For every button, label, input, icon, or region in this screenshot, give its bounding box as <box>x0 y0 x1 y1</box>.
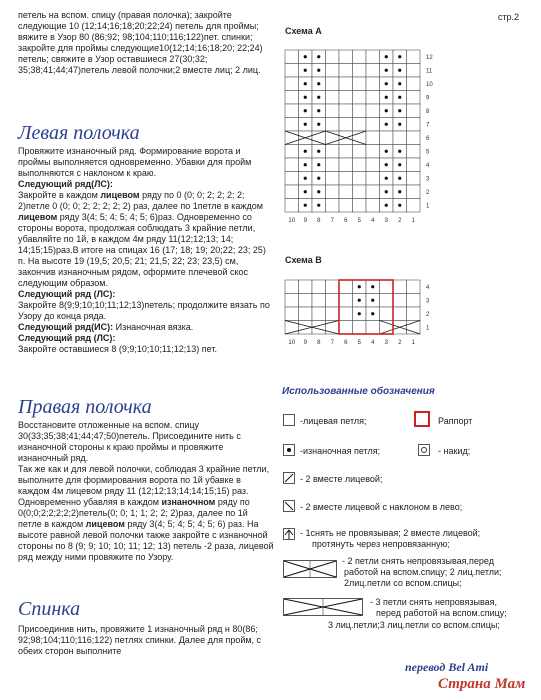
scheme-a-col-label: 2 <box>398 218 402 224</box>
scheme-b-purl-dot <box>371 312 374 315</box>
scheme-a-cell <box>285 91 299 105</box>
scheme-a-purl-dot <box>385 82 388 85</box>
scheme-a-col-label: 6 <box>344 218 348 224</box>
scheme-a-cell <box>407 158 421 172</box>
scheme-a-cell <box>366 131 380 145</box>
scheme-a-purl-dot <box>385 69 388 72</box>
scheme-a-col-label: 3 <box>384 218 388 224</box>
scheme-a-row-label: 12 <box>426 54 433 61</box>
scheme-a-purl-dot <box>317 163 320 166</box>
scheme-a-row-label: 6 <box>426 135 430 142</box>
right-front-text <box>18 420 274 563</box>
left-front-step3: Следующий ряд(ИС): Изнаночная вязка. <box>18 322 194 332</box>
scheme-a-col-label: 8 <box>317 218 321 224</box>
scheme-a-row-label: 2 <box>426 189 430 196</box>
cable-2x2-icon <box>283 560 337 578</box>
scheme-a-purl-dot <box>304 109 307 112</box>
scheme-b-cell <box>339 307 353 321</box>
scheme-a-cell <box>366 64 380 78</box>
scheme-a-cell <box>285 77 299 91</box>
scheme-a-cell <box>285 199 299 213</box>
scheme-a-purl-dot <box>385 163 388 166</box>
scheme-b-cell <box>407 280 421 294</box>
scheme-a-purl-dot <box>398 177 401 180</box>
scheme-b-col-label: 8 <box>317 340 321 346</box>
purl-stitch-icon <box>283 444 295 456</box>
scheme-a-cell <box>353 64 367 78</box>
scheme-b-cell <box>339 321 353 335</box>
scheme-a-cell <box>407 91 421 105</box>
scheme-a-row-label: 5 <box>426 149 430 156</box>
scheme-b-purl-dot <box>358 285 361 288</box>
scheme-a-cell <box>339 77 353 91</box>
scheme-b-col-label: 4 <box>371 340 375 346</box>
legend-sk2p-1: - 1снять не провязывая; 2 вместе лицевой; <box>300 528 481 538</box>
legend-cable2-3: 2лиц.петли со вспом.спицы; <box>344 578 462 588</box>
scheme-a-purl-dot <box>385 96 388 99</box>
scheme-a-purl-dot <box>317 109 320 112</box>
scheme-a-purl-dot <box>317 82 320 85</box>
scheme-a-cell <box>285 158 299 172</box>
scheme-b-col-label: 10 <box>288 340 296 346</box>
scheme-a-purl-dot <box>385 177 388 180</box>
scheme-a-cell <box>326 104 340 118</box>
scheme-b-cell <box>407 307 421 321</box>
scheme-b-purl-dot <box>371 285 374 288</box>
scheme-a-purl-dot <box>398 150 401 153</box>
scheme-a-purl-dot <box>304 190 307 193</box>
scheme-a-cell <box>353 77 367 91</box>
scheme-a-cell <box>353 104 367 118</box>
scheme-a-cell <box>339 50 353 64</box>
scheme-a-purl-dot <box>317 177 320 180</box>
scheme-b-purl-dot <box>358 312 361 315</box>
scheme-a-cell <box>353 185 367 199</box>
legend-cable2-1: - 2 петли снять непровязывая,перед <box>342 556 494 566</box>
legend-title: Использованные обозначения <box>282 386 435 397</box>
scheme-a-purl-dot <box>304 123 307 126</box>
scheme-a-cell <box>285 145 299 159</box>
scheme-a-cell <box>366 145 380 159</box>
scheme-a-purl-dot <box>398 55 401 58</box>
legend-repeat: Раппорт <box>438 416 473 426</box>
scheme-a-cell <box>339 158 353 172</box>
scheme-b-cell <box>285 280 299 294</box>
left-front-p3: Закройте 8(9;9;10;10;11;12;13)петель; продолжите вязать по Узору до конца ряда. <box>18 300 270 321</box>
knit-stitch-icon <box>283 414 295 426</box>
scheme-a-purl-dot <box>317 69 320 72</box>
scheme-a-cell <box>326 158 340 172</box>
scheme-a-cell <box>353 50 367 64</box>
scheme-a-purl-dot <box>304 163 307 166</box>
scheme-a-cell <box>366 158 380 172</box>
scheme-a-purl-dot <box>317 123 320 126</box>
scheme-a-purl-dot <box>385 123 388 126</box>
scheme-a-cell <box>326 199 340 213</box>
right-front-p1: Восстановите отложенные на вспом. спицу 30(33;35;38;41;44;47;50)петель. Присоедините нить с изнаночной стороны к краю проймы и провяжите изнаночный ряд. <box>18 420 241 463</box>
scheme-b-row-label: 4 <box>426 284 430 291</box>
scheme-b-cell <box>339 294 353 308</box>
scheme-b-row-label: 2 <box>426 311 430 318</box>
scheme-b-cell <box>312 280 326 294</box>
scheme-a-purl-dot <box>385 55 388 58</box>
scheme-a-cell <box>326 77 340 91</box>
left-front-p1: Провяжите изнаночный ряд. Формирование ворота и проймы выполняется одновременно. Убавки для пройм выполняются с наклоном к краю. <box>18 146 252 178</box>
scheme-a-purl-dot <box>304 82 307 85</box>
scheme-a-cell <box>339 185 353 199</box>
scheme-a-cell <box>407 199 421 213</box>
scheme-b-cell <box>299 294 313 308</box>
scheme-b-cell <box>299 280 313 294</box>
scheme-a-purl-dot <box>398 82 401 85</box>
scheme-b-col-label: 1 <box>411 340 415 346</box>
scheme-a-purl-dot <box>317 96 320 99</box>
scheme-b-cell <box>326 280 340 294</box>
scheme-a-cell <box>353 91 367 105</box>
scheme-b-col-label: 6 <box>344 340 348 346</box>
heading-back: Спинка <box>18 598 81 620</box>
scheme-a-chart <box>280 40 460 240</box>
scheme-a-purl-dot <box>317 55 320 58</box>
scheme-a-col-label: 9 <box>303 218 307 224</box>
scheme-a-cell <box>326 145 340 159</box>
legend-cable3-1: - 3 петли снять непровязывая, <box>370 597 498 607</box>
site-watermark: Страна Мам <box>438 676 526 692</box>
legend-sk2p-2: протянуть через непровязанную; <box>312 539 450 549</box>
scheme-a-cell <box>285 185 299 199</box>
scheme-a-row-label: 3 <box>426 176 430 183</box>
scheme-a-row-label: 9 <box>426 95 430 102</box>
scheme-a-purl-dot <box>317 150 320 153</box>
scheme-a-cell <box>393 131 407 145</box>
scheme-b-cell <box>326 307 340 321</box>
legend-knit: -лицевая петля; <box>300 416 367 426</box>
scheme-a-cell <box>339 172 353 186</box>
scheme-a-cell <box>366 91 380 105</box>
scheme-a-cell <box>353 199 367 213</box>
legend-cable2-2: работой на вспом.спицу; 2 лиц.петли; <box>344 567 502 577</box>
scheme-a-cell <box>407 118 421 132</box>
scheme-b-col-label: 3 <box>384 340 388 346</box>
scheme-a-cell <box>285 104 299 118</box>
scheme-b-cell <box>299 307 313 321</box>
scheme-a-cell <box>366 185 380 199</box>
legend-yo: - накид; <box>438 446 471 456</box>
scheme-b-cell <box>380 294 394 308</box>
scheme-a-cell <box>366 104 380 118</box>
scheme-a-cell <box>353 118 367 132</box>
scheme-a-row-label: 4 <box>426 162 430 169</box>
scheme-a-cell <box>407 50 421 64</box>
left-front-step4: Следующий ряд (ЛС): <box>18 333 116 343</box>
scheme-a-purl-dot <box>385 204 388 207</box>
scheme-a-purl-dot <box>304 204 307 207</box>
scheme-a-purl-dot <box>385 109 388 112</box>
right-front-p2: Так же как и для левой полочки, соблюдая 3 крайние петли, выполните для формирования ворота по 1й убавке в каждом 4м лицевом ряду 11 (12;12;13;14;14;15;15) раз. Одновременно убавляя в каждом изнаночном ряду по 0(0;0;2;2;2;2;2)петель(0; 0; 1; 1; 2; 2; 2)раз, далее по 1й петле в каждом лицевом ряду 3(4; 5; 4; 5; 4; 5; 6) раз. На высоте равной левой полочки также закройте с изнаночной стороны по 8 (9; 9; 10; 10; 11; 12; 13) петель -2 раза, лицевой ряд между ними провяжите по Узору. <box>18 464 274 562</box>
scheme-a-cell <box>366 199 380 213</box>
scheme-a-row-label: 11 <box>426 68 433 75</box>
scheme-a-cell <box>407 104 421 118</box>
scheme-a-purl-dot <box>398 123 401 126</box>
scheme-a-cell <box>285 172 299 186</box>
scheme-a-purl-dot <box>398 190 401 193</box>
scheme-a-cell <box>326 91 340 105</box>
scheme-b-row-label: 3 <box>426 298 430 305</box>
scheme-a-cell <box>407 145 421 159</box>
scheme-a-cell <box>285 118 299 132</box>
scheme-b-cell <box>380 307 394 321</box>
legend-k2tog: - 2 вместе лицевой; <box>300 474 383 484</box>
scheme-a-purl-dot <box>304 69 307 72</box>
scheme-a-cell <box>339 64 353 78</box>
heading-right-front: Правая полочка <box>18 396 152 418</box>
scheme-a-col-label: 7 <box>330 218 334 224</box>
scheme-a-cell <box>380 131 394 145</box>
scheme-a-purl-dot <box>385 150 388 153</box>
page-number: стр.2 <box>497 12 519 22</box>
scheme-a-purl-dot <box>398 69 401 72</box>
scheme-a-cell <box>339 118 353 132</box>
scheme-a-row-label: 8 <box>426 108 430 115</box>
scheme-a-purl-dot <box>398 204 401 207</box>
scheme-a-cell <box>339 199 353 213</box>
k2tog-icon <box>283 472 295 484</box>
left-front-text <box>18 146 274 355</box>
scheme-a-cell <box>407 185 421 199</box>
scheme-a-purl-dot <box>304 150 307 153</box>
scheme-b-title: Схема В <box>285 255 322 265</box>
left-front-p4: Закройте оставшиеся 8 (9;9;10;10;11;12;13) пет. <box>18 344 217 354</box>
legend-cable3-2: перед работой на вспом.спицу; <box>376 608 507 618</box>
scheme-a-cell <box>366 50 380 64</box>
scheme-b-cell <box>299 321 313 335</box>
scheme-a-cell <box>353 158 367 172</box>
scheme-b-cell <box>393 294 407 308</box>
left-front-p2: Закройте в каждом лицевом ряду по 0 (0; 0; 2; 2; 2; 2; 2)петле 0 (0; 0; 2; 2; 2; 2; 2) раз, далее по 1петле в каждом лицевом ряду 3(4; 5; 4; 5; 4; 5; 6)раз. Одновременно со стороны ворота, продолжая соблюдать 3 крайние петли, убавляйте по 1й, в каждом 4м ряду 11(12;12;13; 14; 14;15;15)раз.В итоге на спицах 16 (17; 18; 19; 20;22; 23; 25) п. На высоте 19 (19,5; 20,5; 21; 21,5; 22; 23; 23,5) см, закончив изнаночным рядом, оформите плечевой скос следующим образом. <box>18 190 266 288</box>
scheme-a-cell <box>326 50 340 64</box>
text-column <box>18 10 274 76</box>
scheme-a-purl-dot <box>304 96 307 99</box>
scheme-b-col-label: 9 <box>303 340 307 346</box>
scheme-b-cell <box>312 294 326 308</box>
scheme-b-cell <box>380 280 394 294</box>
scheme-a-cell <box>366 77 380 91</box>
scheme-a-cell <box>407 131 421 145</box>
repeat-icon <box>414 411 430 427</box>
scheme-a-purl-dot <box>398 163 401 166</box>
scheme-a-cell <box>353 145 367 159</box>
scheme-a-title: Схема А <box>285 26 322 36</box>
scheme-a-cell <box>326 185 340 199</box>
intro-paragraph: петель на вспом. спицу (правая полочка); закройте следующие 10 (12;14;16;18;20;22;24) петель для проймы; вяжите в Узор 80 (86;92; 98;104;110;116;122)пет. спинки; закройте для проймы следующие10(12;14;16;18;20; 22;24) петель; свяжите в Узор оставшиеся 27(30;32; 35;38;41;44;47)петель левой полочки;2 вместе лиц; 2 лиц. <box>18 10 263 75</box>
scheme-a-row-label: 10 <box>426 81 433 88</box>
scheme-b-chart <box>280 270 460 350</box>
scheme-b-cell <box>366 321 380 335</box>
scheme-b-row-label: 1 <box>426 325 430 332</box>
scheme-b-cell <box>326 294 340 308</box>
scheme-b-cell <box>407 294 421 308</box>
scheme-a-purl-dot <box>304 55 307 58</box>
scheme-a-purl-dot <box>385 190 388 193</box>
scheme-a-cell <box>339 91 353 105</box>
scheme-b-col-label: 7 <box>330 340 334 346</box>
scheme-b-col-label: 5 <box>357 340 361 346</box>
scheme-a-purl-dot <box>398 96 401 99</box>
scheme-b-cell <box>393 307 407 321</box>
scheme-b-col-label: 2 <box>398 340 402 346</box>
scheme-b-cell <box>353 321 367 335</box>
scheme-a-cell <box>407 64 421 78</box>
scheme-b-purl-dot <box>371 299 374 302</box>
scheme-a-purl-dot <box>317 204 320 207</box>
scheme-a-col-label: 1 <box>411 218 415 224</box>
scheme-a-col-label: 10 <box>288 218 296 224</box>
scheme-a-cell <box>326 64 340 78</box>
scheme-a-col-label: 5 <box>357 218 361 224</box>
back-text <box>18 624 274 657</box>
scheme-a-row-label: 7 <box>426 122 430 129</box>
scheme-b-purl-dot <box>358 299 361 302</box>
legend-ssk: - 2 вместе лицевой с наклоном в лево; <box>300 502 463 512</box>
left-front-step2: Следующий ряд (ЛС): <box>18 289 116 299</box>
yarn-over-icon <box>418 444 430 456</box>
scheme-a-cell <box>366 172 380 186</box>
scheme-b-cell <box>339 280 353 294</box>
scheme-b-cell <box>285 294 299 308</box>
scheme-a-col-label: 4 <box>371 218 375 224</box>
heading-left-front: Левая полочка <box>18 122 140 144</box>
ssk-icon <box>283 500 295 512</box>
scheme-a-cell <box>339 104 353 118</box>
scheme-a-cell <box>326 172 340 186</box>
scheme-a-purl-dot <box>398 109 401 112</box>
scheme-a-cell <box>353 172 367 186</box>
scheme-b-cell <box>393 280 407 294</box>
scheme-b-cell <box>312 321 326 335</box>
scheme-b-cell <box>285 307 299 321</box>
scheme-a-cell <box>285 50 299 64</box>
scheme-a-purl-dot <box>317 190 320 193</box>
scheme-a-cell <box>326 118 340 132</box>
scheme-a-cell <box>285 64 299 78</box>
scheme-a-cell <box>407 172 421 186</box>
scheme-a-cell <box>339 145 353 159</box>
scheme-a-row-label: 1 <box>426 203 430 210</box>
left-front-step1: Следующий ряд(ЛС): <box>18 179 113 189</box>
legend-purl: -изнаночная петля; <box>300 446 381 456</box>
translator-credit: перевод Bel Ami <box>405 660 489 674</box>
scheme-a-cell <box>407 77 421 91</box>
cable-3x3-icon <box>283 598 363 616</box>
scheme-b-cell <box>312 307 326 321</box>
legend-cable3-3: 3 лиц.петли;3 лиц.петли со вспом.спицы; <box>328 620 500 630</box>
scheme-a-purl-dot <box>304 177 307 180</box>
scheme-a-cell <box>366 118 380 132</box>
sk2p-icon <box>283 528 295 540</box>
back-p1: Присоединив нить, провяжите 1 изнаночный ряд н 80(86; 92;98;104;110;116;122) петлях спинки. Далее для пройм, с обеих сторон выполните <box>18 624 262 656</box>
